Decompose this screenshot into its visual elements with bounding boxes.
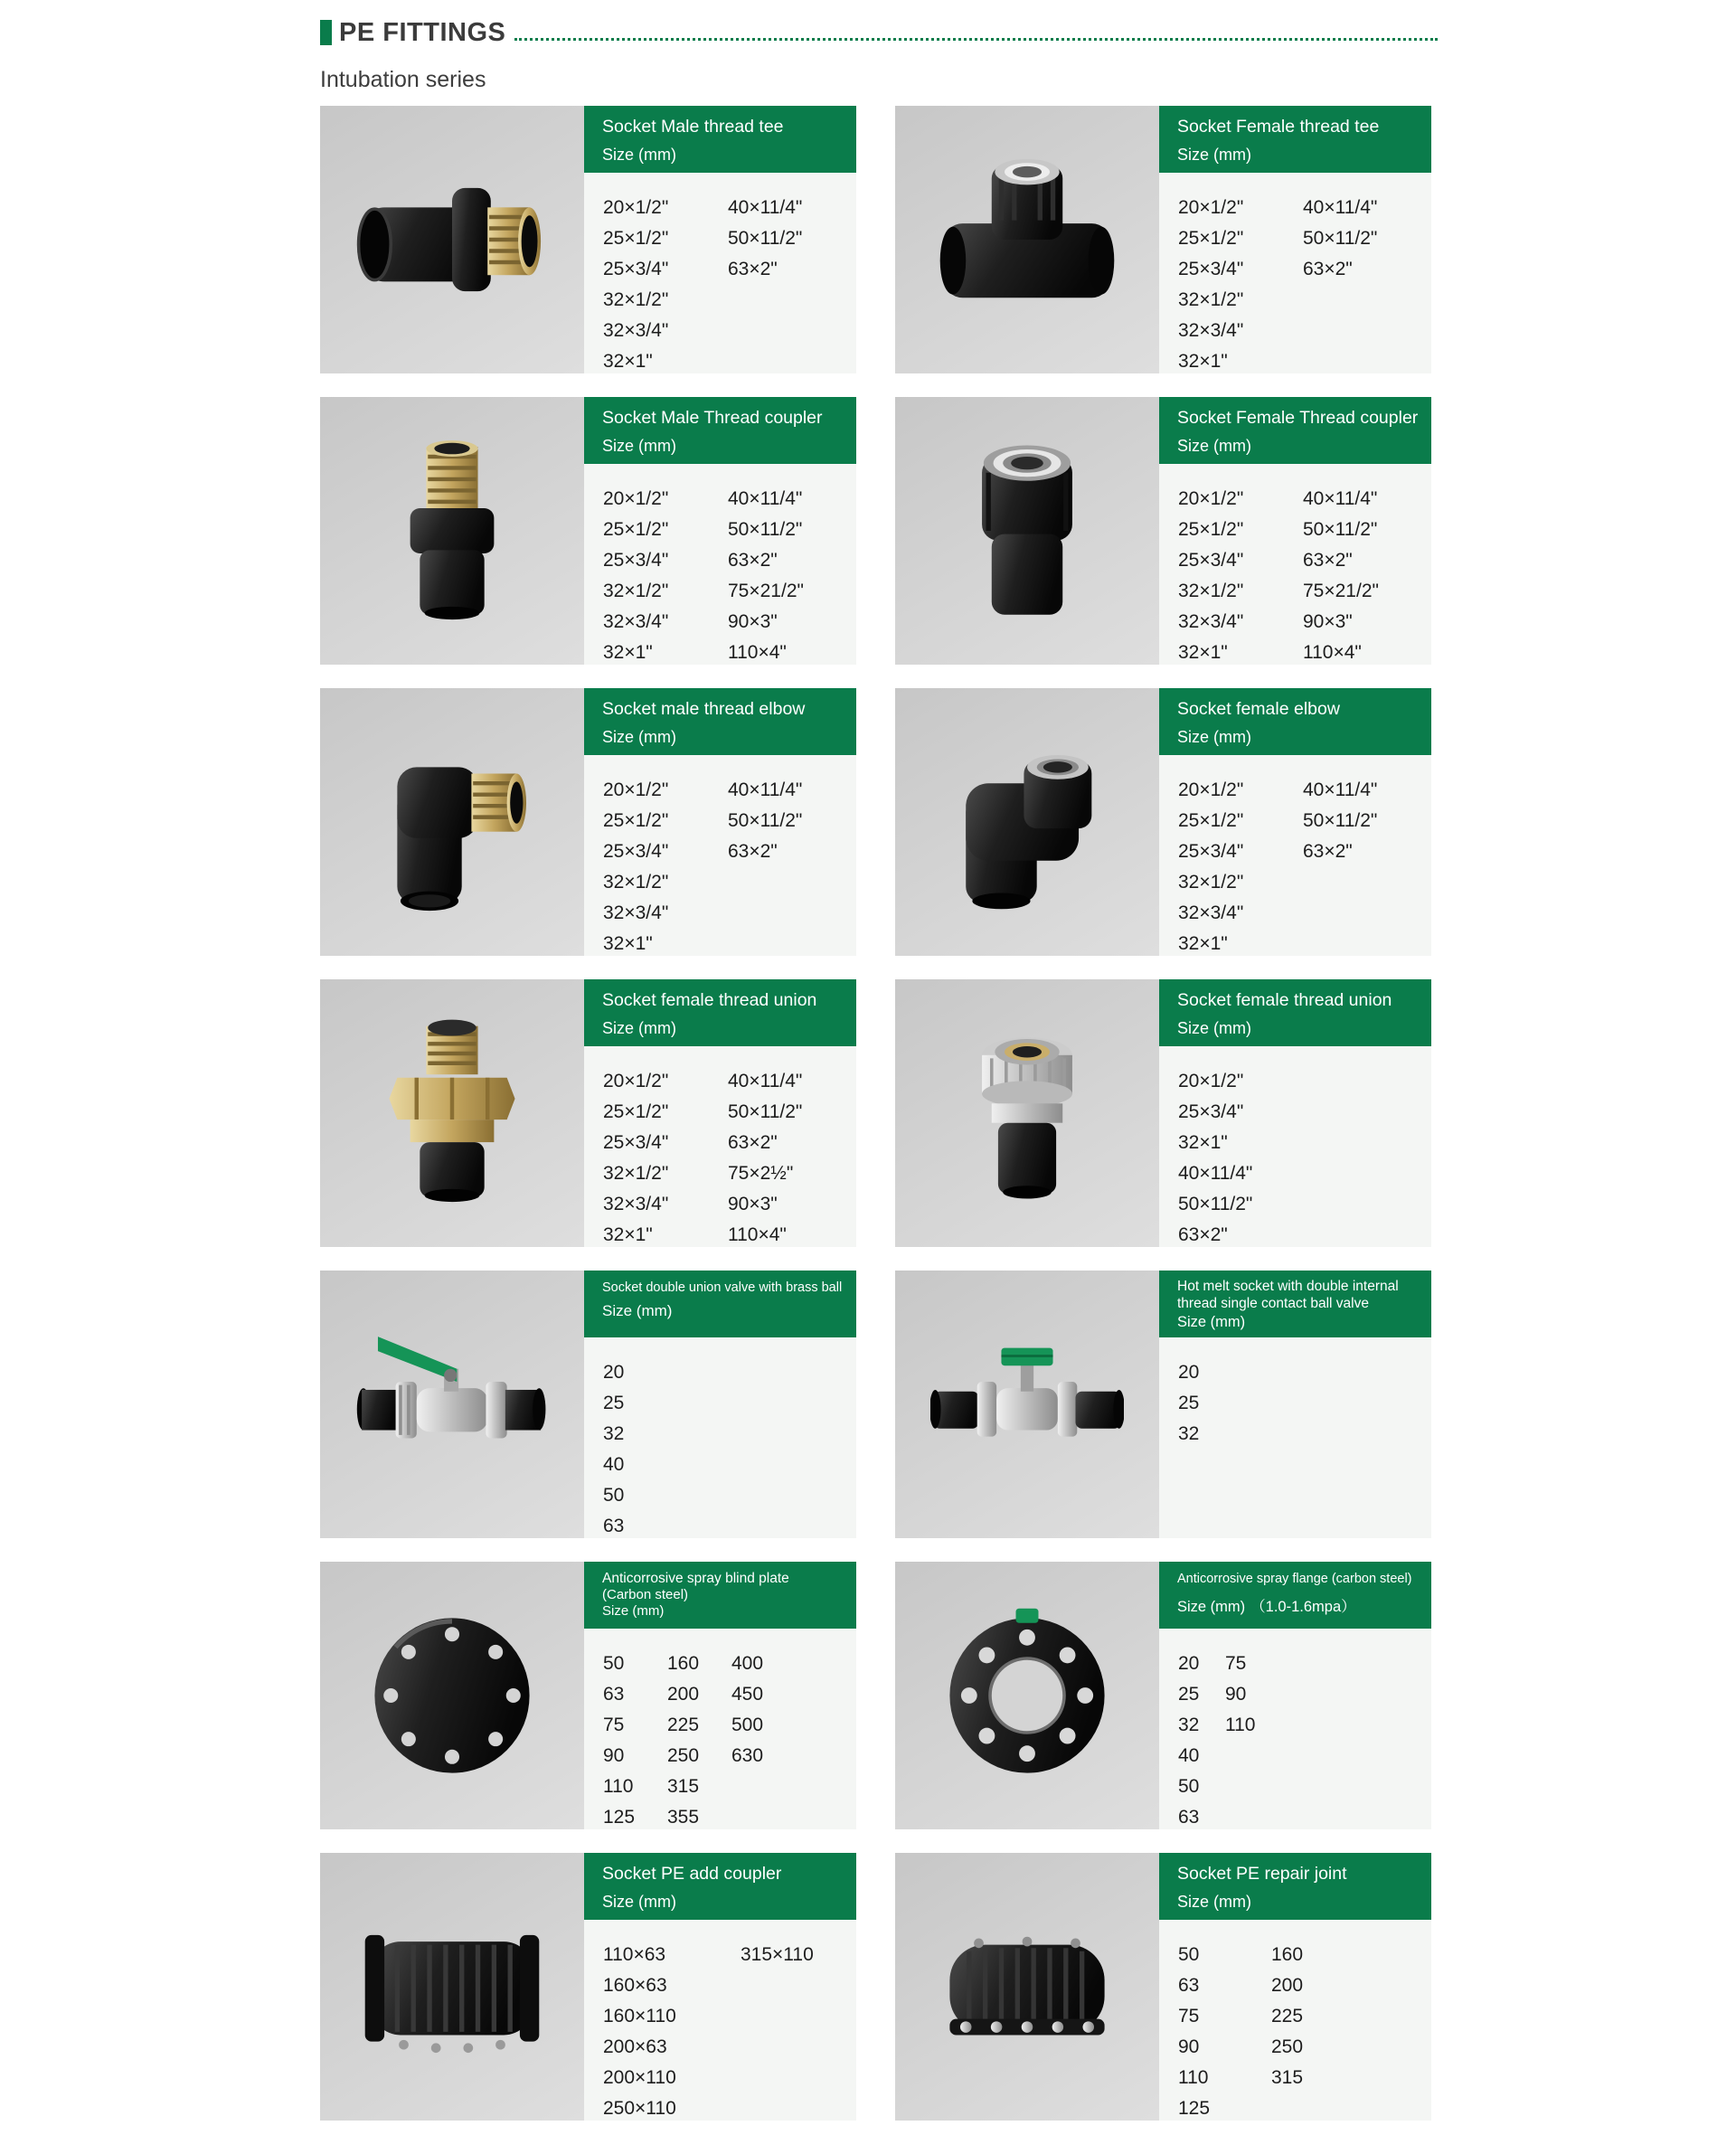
size-value: 75×2½" xyxy=(728,1163,794,1184)
product-card xyxy=(320,397,856,665)
size-column xyxy=(1178,775,1303,959)
product-card xyxy=(895,1271,1431,1538)
size-value: 315 xyxy=(667,1776,700,1797)
size-column xyxy=(1178,1066,1303,1251)
product-photo xyxy=(895,979,1159,1247)
size-list xyxy=(584,1337,856,1542)
size-value: 225 xyxy=(1271,2006,1304,2026)
size-value: 25×3/4" xyxy=(603,259,669,279)
spec-panel xyxy=(1159,106,1431,373)
size-value: 63 xyxy=(603,1516,625,1536)
product-title: Anticorrosive spray blind plate xyxy=(602,1571,789,1586)
size-value: 50×11/2" xyxy=(728,1101,803,1122)
size-value: 63 xyxy=(1178,1807,1200,1828)
size-list xyxy=(1159,173,1431,377)
size-value: 25×3/4" xyxy=(1178,550,1244,571)
size-list xyxy=(1159,1046,1431,1251)
size-value: 25×3/4" xyxy=(603,1132,669,1153)
size-value: 40×11/4" xyxy=(1178,1163,1253,1184)
size-label: Size (mm) xyxy=(1177,437,1251,455)
size-value: 32×1" xyxy=(1178,933,1228,954)
product-title: Socket PE add coupler xyxy=(602,1864,782,1884)
size-column xyxy=(603,1357,728,1542)
size-value: 25×1/2" xyxy=(603,228,669,249)
size-value: 225 xyxy=(667,1715,700,1735)
size-value: 63 xyxy=(603,1684,625,1705)
product-header xyxy=(584,688,856,755)
product-photo xyxy=(320,1562,584,1829)
product-photo xyxy=(320,1271,584,1538)
size-value: 32×3/4" xyxy=(603,1194,669,1214)
product-photo xyxy=(895,688,1159,956)
size-value: 75×21/2" xyxy=(1303,581,1379,601)
size-value: 40 xyxy=(1178,1745,1200,1766)
size-value: 63×2" xyxy=(728,1132,778,1153)
spec-panel xyxy=(1159,1271,1431,1538)
product-card xyxy=(320,688,856,956)
size-value: 50×11/2" xyxy=(1303,810,1378,831)
size-value: 32×1" xyxy=(603,642,653,663)
spec-panel xyxy=(584,1271,856,1538)
size-value: 20×1/2" xyxy=(603,488,669,509)
size-value: 32×1/2" xyxy=(1178,872,1244,893)
product-card xyxy=(895,397,1431,665)
size-value: 50×11/2" xyxy=(728,810,803,831)
product-photo xyxy=(895,106,1159,373)
size-value: 32×1" xyxy=(1178,351,1228,372)
size-value: 25×3/4" xyxy=(1178,1101,1244,1122)
size-value: 50×11/2" xyxy=(728,228,803,249)
product-card xyxy=(895,106,1431,373)
product-card xyxy=(320,1562,856,1829)
size-value: 20×1/2" xyxy=(603,779,669,800)
product-photo xyxy=(320,688,584,956)
product-title: Socket Female thread tee xyxy=(1177,117,1380,137)
size-value: 110 xyxy=(1178,2067,1209,2088)
size-column xyxy=(1303,484,1428,668)
size-value: 40×11/4" xyxy=(1303,779,1378,800)
size-column xyxy=(1225,1648,1272,1833)
product-header xyxy=(584,1562,856,1629)
size-value: 32×3/4" xyxy=(1178,611,1244,632)
product-title: Anticorrosive spray flange (carbon steel) xyxy=(1177,1572,1412,1586)
product-card xyxy=(320,1271,856,1538)
size-value: 50 xyxy=(603,1485,625,1506)
size-value: 32×1" xyxy=(603,933,653,954)
size-label: Size (mm) xyxy=(602,1893,676,1911)
size-value: 20×1/2" xyxy=(1178,488,1244,509)
product-title: Socket female elbow xyxy=(1177,699,1340,719)
size-value: 32×1/2" xyxy=(603,1163,669,1184)
size-value: 25×3/4" xyxy=(603,841,669,862)
size-column xyxy=(603,1066,728,1251)
size-value: 20×1/2" xyxy=(1178,779,1244,800)
product-header xyxy=(1159,1562,1431,1629)
size-value: 32×1/2" xyxy=(1178,289,1244,310)
product-header xyxy=(584,979,856,1046)
product-title: Socket double union valve with brass ball xyxy=(602,1280,843,1295)
size-value: 63×2" xyxy=(1303,550,1353,571)
catalog-page xyxy=(320,18,1438,2121)
size-list xyxy=(1159,755,1431,959)
size-label: Size (mm) xyxy=(1177,146,1251,164)
size-value: 400 xyxy=(731,1653,764,1674)
product-header xyxy=(1159,979,1431,1046)
size-value: 25 xyxy=(1178,1684,1200,1705)
size-value: 63×2" xyxy=(1303,841,1353,862)
size-value: 110 xyxy=(603,1776,634,1797)
product-title: Socket female thread union xyxy=(1177,990,1392,1010)
product-title: Socket female thread union xyxy=(602,990,817,1010)
product-title: Socket Female Thread coupler xyxy=(1177,408,1419,428)
size-value: 110×4" xyxy=(728,1224,787,1245)
size-value: 160×110 xyxy=(603,2006,676,2026)
size-value: 32×1/2" xyxy=(603,872,669,893)
female-thread-tee-icon xyxy=(930,143,1124,336)
size-value: 25×1/2" xyxy=(1178,519,1244,540)
size-value: 40 xyxy=(603,1454,625,1475)
size-value: 32 xyxy=(1178,1423,1200,1444)
product-header xyxy=(584,106,856,173)
size-value: 63×2" xyxy=(728,841,778,862)
size-value: 63×2" xyxy=(1178,1224,1228,1245)
size-value: 32×1" xyxy=(603,351,653,372)
size-value: 20×1/2" xyxy=(1178,197,1244,218)
female-elbow-icon xyxy=(930,725,1124,919)
size-value: 90 xyxy=(603,1745,625,1766)
size-value: 25 xyxy=(603,1393,625,1413)
size-label: Size (mm) xyxy=(602,1603,665,1619)
spec-panel xyxy=(1159,1562,1431,1829)
spec-panel xyxy=(1159,688,1431,956)
size-value: 160×63 xyxy=(603,1975,667,1996)
spec-panel xyxy=(584,688,856,956)
product-photo xyxy=(895,397,1159,665)
size-value: 20×1/2" xyxy=(603,197,669,218)
size-value: 160 xyxy=(1271,1944,1304,1965)
size-column xyxy=(603,1940,741,2124)
size-list xyxy=(1159,1920,1431,2124)
size-value: 63×2" xyxy=(728,550,778,571)
size-column xyxy=(1178,484,1303,668)
pe-add-coupler-icon xyxy=(355,1890,549,2083)
product-title: Socket PE repair joint xyxy=(1177,1864,1347,1884)
page-title: PE FITTINGS xyxy=(339,17,506,47)
product-card xyxy=(320,979,856,1247)
size-value: 20 xyxy=(1178,1653,1200,1674)
size-value: 25×1/2" xyxy=(603,810,669,831)
spec-panel xyxy=(584,1853,856,2121)
size-list xyxy=(1159,1629,1431,1833)
size-value: 90 xyxy=(1225,1684,1247,1705)
product-photo xyxy=(895,1271,1159,1538)
size-value: 32×1" xyxy=(1178,642,1228,663)
product-title-line2: (Carbon steel) xyxy=(602,1587,689,1602)
size-label: Size (mm) xyxy=(602,1302,673,1319)
size-value: 40×11/4" xyxy=(728,197,803,218)
size-value: 110 xyxy=(1225,1715,1256,1735)
title-bullet xyxy=(320,20,332,45)
size-value: 25×1/2" xyxy=(1178,228,1244,249)
size-value: 32×3/4" xyxy=(603,320,669,341)
size-value: 20 xyxy=(1178,1362,1200,1383)
size-value: 63×2" xyxy=(728,259,778,279)
size-value: 450 xyxy=(731,1684,764,1705)
blind-plate-icon xyxy=(355,1599,549,1792)
size-value: 25×1/2" xyxy=(1178,810,1244,831)
size-value: 40×11/4" xyxy=(728,488,803,509)
size-value: 20 xyxy=(603,1362,625,1383)
male-thread-tee-icon xyxy=(355,143,549,336)
product-header xyxy=(1159,397,1431,464)
size-value: 63 xyxy=(1178,1975,1200,1996)
product-header xyxy=(1159,1853,1431,1920)
size-column xyxy=(1303,193,1428,377)
product-header xyxy=(1159,688,1431,755)
male-thread-coupler-icon xyxy=(355,434,549,628)
size-value: 315 xyxy=(1271,2067,1304,2088)
size-column xyxy=(1303,775,1428,959)
size-value: 355 xyxy=(667,1807,700,1828)
size-value: 250 xyxy=(1271,2036,1304,2057)
female-thread-union-brass-icon xyxy=(355,1016,549,1210)
spec-panel xyxy=(1159,1853,1431,2121)
size-column xyxy=(603,484,728,668)
size-list xyxy=(584,755,856,959)
size-list xyxy=(584,1046,856,1251)
size-value: 32×3/4" xyxy=(1178,902,1244,923)
size-value: 25×3/4" xyxy=(1178,841,1244,862)
size-value: 32×1" xyxy=(1178,1132,1228,1153)
size-column xyxy=(1178,193,1303,377)
size-value: 125 xyxy=(1178,2098,1211,2119)
size-value: 25×1/2" xyxy=(603,1101,669,1122)
product-header xyxy=(584,397,856,464)
size-value: 200 xyxy=(667,1684,700,1705)
product-header xyxy=(584,1853,856,1920)
size-column xyxy=(667,1648,731,1833)
series-subtitle: Intubation series xyxy=(320,67,486,92)
size-value: 32×1" xyxy=(603,1224,653,1245)
size-column xyxy=(603,193,728,377)
size-value: 50×11/2" xyxy=(1178,1194,1253,1214)
size-value: 32×1/2" xyxy=(1178,581,1244,601)
size-value: 90×3" xyxy=(728,611,778,632)
size-value: 32×3/4" xyxy=(603,902,669,923)
product-card xyxy=(895,688,1431,956)
size-value: 75×21/2" xyxy=(728,581,804,601)
dotted-rule xyxy=(514,38,1438,41)
product-header xyxy=(584,1271,856,1337)
size-value: 32×3/4" xyxy=(603,611,669,632)
size-label: Size (mm) xyxy=(1177,1893,1251,1911)
spec-panel xyxy=(1159,979,1431,1247)
size-column xyxy=(731,1648,796,1833)
size-value: 63×2" xyxy=(1303,259,1353,279)
size-value: 90 xyxy=(1178,2036,1200,2057)
size-value: 32 xyxy=(603,1423,625,1444)
size-value: 110×4" xyxy=(1303,642,1362,663)
pe-repair-joint-icon xyxy=(930,1890,1124,2083)
size-list xyxy=(584,1920,856,2124)
product-photo xyxy=(895,1562,1159,1829)
size-list xyxy=(584,173,856,377)
size-label: Size (mm) xyxy=(602,1019,676,1037)
size-value: 200 xyxy=(1271,1975,1304,1996)
size-label: Size (mm) （1.0-1.6mpa） xyxy=(1177,1599,1356,1615)
size-column xyxy=(741,1940,878,2124)
size-column xyxy=(1178,1357,1303,1450)
spec-panel xyxy=(584,979,856,1247)
size-label: Size (mm) xyxy=(602,437,676,455)
size-value: 32×1/2" xyxy=(603,289,669,310)
size-value: 75 xyxy=(1178,2006,1200,2026)
product-title: Hot melt socket with double internal thread single contact ball valve xyxy=(1177,1279,1399,1311)
size-value: 25 xyxy=(1178,1393,1200,1413)
product-title: Socket Male Thread coupler xyxy=(602,408,823,428)
size-value: 160 xyxy=(667,1653,700,1674)
size-value: 32×1/2" xyxy=(603,581,669,601)
product-card xyxy=(895,1562,1431,1829)
size-list xyxy=(1159,464,1431,668)
double-union-ball-valve-icon xyxy=(355,1308,549,1501)
size-column xyxy=(1178,1648,1225,1833)
spec-panel xyxy=(1159,397,1431,665)
size-value: 200×63 xyxy=(603,2036,667,2057)
size-value: 50×11/2" xyxy=(1303,519,1378,540)
size-value: 40×11/4" xyxy=(1303,197,1378,218)
product-header xyxy=(1159,1271,1431,1337)
spray-flange-icon xyxy=(930,1599,1124,1792)
size-value: 90×3" xyxy=(1303,611,1353,632)
size-note: （1.0-1.6mpa） xyxy=(1250,1599,1356,1615)
size-value: 250 xyxy=(667,1745,700,1766)
product-photo xyxy=(895,1853,1159,2121)
size-list xyxy=(584,464,856,668)
female-thread-coupler-icon xyxy=(930,434,1124,628)
size-column xyxy=(728,484,853,668)
size-value: 20×1/2" xyxy=(603,1071,669,1091)
male-thread-elbow-icon xyxy=(355,725,549,919)
product-photo xyxy=(320,397,584,665)
product-photo xyxy=(320,979,584,1247)
size-column xyxy=(728,193,853,377)
size-value: 250×110 xyxy=(603,2098,676,2119)
product-card xyxy=(895,979,1431,1247)
size-value: 20×1/2" xyxy=(1178,1071,1244,1091)
size-value: 25×1/2" xyxy=(603,519,669,540)
size-label: Size (mm) xyxy=(1177,1019,1251,1037)
size-value: 90×3" xyxy=(728,1194,778,1214)
size-column xyxy=(728,1066,853,1251)
size-column xyxy=(1271,1940,1364,2124)
size-value: 110×4" xyxy=(728,642,787,663)
section-header xyxy=(320,18,1438,47)
size-value: 40×11/4" xyxy=(728,779,803,800)
size-value: 630 xyxy=(731,1745,764,1766)
product-card xyxy=(320,1853,856,2121)
size-value: 110×63 xyxy=(603,1944,666,1965)
size-value: 25×3/4" xyxy=(1178,259,1244,279)
product-header xyxy=(1159,106,1431,173)
size-value: 50×11/2" xyxy=(1303,228,1378,249)
size-label: Size (mm) xyxy=(602,146,676,164)
spec-panel xyxy=(584,1562,856,1829)
product-photo xyxy=(320,1853,584,2121)
product-card xyxy=(895,1853,1431,2121)
size-value: 50 xyxy=(603,1653,625,1674)
size-column xyxy=(603,1648,667,1833)
size-list xyxy=(1159,1337,1431,1450)
size-list xyxy=(584,1629,856,1833)
product-photo xyxy=(320,106,584,373)
product-title: Socket Male thread tee xyxy=(602,117,784,137)
size-column xyxy=(728,775,853,959)
size-value: 25×3/4" xyxy=(603,550,669,571)
product-card xyxy=(320,106,856,373)
size-value: 200×110 xyxy=(603,2067,676,2088)
product-grid xyxy=(320,106,1438,2121)
size-label: Size (mm) xyxy=(1177,728,1251,746)
size-value: 40×11/4" xyxy=(1303,488,1378,509)
female-thread-union-silver-icon xyxy=(930,1016,1124,1210)
spec-panel xyxy=(584,397,856,665)
size-value: 75 xyxy=(603,1715,625,1735)
size-label: Size (mm) xyxy=(602,728,676,746)
size-value: 32×3/4" xyxy=(1178,320,1244,341)
size-column xyxy=(1178,1940,1271,2124)
size-column xyxy=(603,775,728,959)
spec-panel xyxy=(584,106,856,373)
size-value: 500 xyxy=(731,1715,764,1735)
product-title: Socket male thread elbow xyxy=(602,699,806,719)
size-value: 50 xyxy=(1178,1944,1200,1965)
size-value: 50×11/2" xyxy=(728,519,803,540)
size-value: 32 xyxy=(1178,1715,1200,1735)
size-value: 75 xyxy=(1225,1653,1247,1674)
size-value: 315×110 xyxy=(741,1944,814,1965)
size-value: 50 xyxy=(1178,1776,1200,1797)
size-label: Size (mm) xyxy=(1177,1314,1246,1330)
size-value: 40×11/4" xyxy=(728,1071,803,1091)
hot-melt-ball-valve-icon xyxy=(930,1308,1124,1501)
size-value: 125 xyxy=(603,1807,636,1828)
